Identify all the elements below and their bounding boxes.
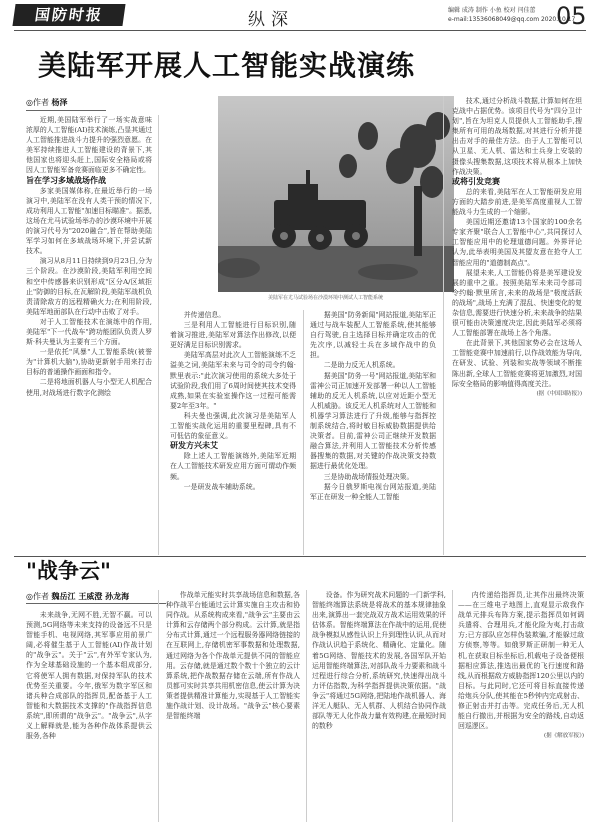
paragraph: 美陆军高层对此次人工智能演练不乏溢美之词,美陆军未来与司令的司令约翰·默里表示:"此次演习使用的系统大多处于试验阶段,我们用了6周时间使其技术变得成熟,如果在实验室操作这一过程可能需要2年至3年。": [170, 351, 296, 410]
paragraph: 三是利用人工智能进行目标识别,随着演习推进,美陆军对算法作出修改,以便更好满足目标识别需求。: [170, 321, 296, 350]
paragraph: 一是依托"风暴"人工智能系统(被誉为"计算机大脑"),协助更新射手用来打击目标的普通操作画面和指令。: [26, 348, 152, 377]
article2-column-4: [458, 590, 584, 822]
byline-label: ◎作者: [26, 592, 49, 601]
paragraph: 技术,通过分析战斗数据,计算如何在坦克战中占据优势。该项目代号为"四分卫计划",旨在为坦克人员提供人工智能助手,搜集所有可用的战场数据,对其进行分析并提出击对手的最佳方法。由于人工智能可以从卫星、无人机、雷达和士兵身上安装的摄像头搜集数据,这项技术将从根本上加快作战决策。: [452, 97, 582, 176]
paragraph: 科夫曼也强调,此次演习是美陆军人工智能实战化运用的重要里程碑,具有不可低估的象征意义。: [170, 411, 296, 441]
paragraph: 未来战争,无网不胜,无智不赢。可以预测,5G网络等未来支持的设备远不只是智能手机、电视网络,其军事应用前景广阔,必将催生基于人工智能(AI)作战计划的"战争云"。关于"云",有外军专家认为,作为全球基础设施的一个基本组成部分,它将使军人拥有数据,对保持军队的技术优势至关重要。今年,俄军为数字军区和诸兵种合成部队的指挥员,配备基于人工智能和大数据技术支撑的"作战指挥信息系统",即所谓的"战争云"。"战争云",从字义上解释就是,能为各种作战体系提供云服务,各种: [26, 611, 152, 741]
subheading: 旨在学习多域战场作战: [26, 175, 106, 185]
subheading: 或将引发竞赛: [452, 176, 500, 186]
article2-byline: [26, 591, 129, 602]
column-divider: [306, 590, 307, 822]
paragraph: 演习从8月11日持续到9月23日,分为三个阶段。在沙漠阶段,美陆军利用空间和空中传感器来识别形成"区分A/区域拒止"防御的目标,在瓦解阶段,美陆军战机负责清除敌方的远程精确火力;在利用阶段,美陆军地面部队在行动中击败了对手。: [26, 257, 152, 316]
paragraph: 除上述人工智能演练外,美陆军近期在人工智能技术研发应用方面可谓动作频频。: [170, 452, 296, 481]
byline-rule: [26, 110, 106, 111]
section-title: 纵深: [248, 10, 294, 30]
article2-headline: "战争云": [26, 559, 111, 583]
column-divider: [158, 115, 159, 555]
paragraph: 据美国"防务一号"网站报道,美陆军和雷神公司正加速开发部署一种以人工智能辅助的反无人机系统,以应对近距小型无人机威胁。该反无人机系统对人工智能和机器学习算法进行了升级,能够与指挥控制系统结合,将时敏目标威胁数据提供给决策者。目前,雷神公司正继续开发数据融合算法,并利用人工智能技术分析传感器搜集的数据,对关键的作战决策支持数据进行最优化处理。: [310, 371, 436, 471]
article-column-3: [310, 310, 436, 555]
column-divider: [452, 590, 453, 822]
news-photo: [218, 96, 454, 292]
article-column-2: [170, 310, 296, 555]
paragraph: 并传递信息。: [183, 311, 226, 319]
paragraph: 二是将地面机器人与小型无人机配合使用,对战场进行数字化测绘: [26, 378, 152, 397]
author-names: 魏岳江 王威澄 孙龙海: [51, 592, 130, 601]
article2-column-1: [26, 610, 152, 822]
photo-illustration: [218, 96, 454, 292]
paragraph: 一是研发战车辅助系统。: [183, 482, 260, 491]
article-column-4: [452, 96, 582, 555]
paragraph: 作战单元能实时共享战场信息和数据,各种作战平台能通过云计算实施自主攻击和协同作战。从系统构成来看,"战争云"主要由云计算和云存储两个部分构成。云计算,就是指分布式计算,通过一个远程服务器网络链接的在互联网上,存储机密军事数据和处理数据,通过网络为各个作战单元提供不同的智能应用。云存储,就是通过数个数十个独立的云计算系统,把作战数据存储在云端,所有作战人员都可实时共享共用机密信息,使云计算为决策者提供精准计算能力,实现基于人工智能实施作战计划、设计战场。"战争云"核心要素是智能终端: [166, 591, 300, 721]
paragraph: 内传递给指挥员,让其作出最终决策——在三维电子地图上,直观显示敌我作战单元排兵布阵方案,提示指挥员如何调兵遣将、合理用兵,才能化险为夷,打击敌方;已方部队应怎样伪装欺骗,才能躲过敌方侦察,等等。如俄罗斯正研制一种无人机,在获取目标坐标后,机载电子设备便根据相应算法,推选出最优的飞行速度和路线,从而根据敌方威胁指挥120公里以内的目标。与此同时,它还可将目标直接传递给炮兵分队,使其能在5秒钟内完成射击、修正射击并打击等。完成任务后,无人机能自行撤出,并根据为安全的路线,自动返回巡逻区。: [458, 591, 584, 731]
article2-column-3: [312, 590, 446, 822]
byline-label: ◎作者: [26, 98, 49, 107]
header-rule: [14, 30, 586, 31]
paragraph: 美国近期还邀请13个国家的100余名专家齐聚"联合人工智能中心",共同探讨人工智能应用中的伦理道德问题。外界评论认为,此举表明美国及其盟友意在抢夺人工智能应用的"道德制高点"。: [452, 218, 582, 267]
column-divider: [303, 310, 304, 555]
paragraph: 在此背景下,其他国家势必会在这场人工智能竞赛中加速前行,以作战效能为导向,在研发、试验、列装和实战等领域不断推陈出新,全球人工智能竞赛将更加激烈,对国际安全格局的影响值得高度关注。: [452, 339, 582, 388]
editors-line: 编辑 成涛 制作 小鱼 校对 闫佳蕾: [448, 7, 536, 14]
article2-column-2: [166, 590, 300, 822]
article-column-1: [26, 115, 152, 555]
page-number: 05: [556, 2, 587, 30]
article-byline: [26, 97, 68, 108]
column-divider: [158, 590, 159, 822]
paragraph: 二是助力反无人机系统。: [323, 361, 400, 370]
paragraph: 据美国"防务新闻"网站报道,美陆军正通过与战车装配人工智能系统,使其能够自行驾驶,自主选择目标并确定攻击的优先次序,以减轻士兵在多域作战中的负担。: [310, 311, 436, 360]
paragraph: 对于人工智能技术在演练中的作用,美陆军"下一代战车"跨功能团队负责人罗斯·科夫曼认为主要有三个方面。: [26, 317, 152, 347]
article2-source: (据《解放军报》): [543, 733, 584, 740]
paragraph: 三是协助战场情报处理决策。: [323, 472, 414, 481]
article-source: (据《中国国防报》): [536, 390, 582, 397]
paragraph: 设备。作为研究战术问题的一门新学科,智能终端算法系统是将战术的基本规律抽象出来,演算出一套完战双方战术运用效果的评估体系。智能终端算法在作战中的运用,促使战争模拟从感性认识上升到理性认识,从而对作战认识趋于系统化、精确化、定量化。随着5G网络、智能技术的发展,各国军队开始运用智能终端算法,对部队战斗力要素和战斗过程进行综合分析,系统研究,快速得出战斗力评估指数,为科学指挥提供决策依据。"战争云"将通过5G网络,把陆地作战机器人、海洋无人艇队、无人机群、人机结合协同作战部队等无人化作战力量有效构建,在最短时间的数秒: [312, 591, 446, 731]
paragraph: 近期,美国陆军举行了一场实战意味浓厚的人工智能(AI)技术演练,凸显其通过人工智能推进战斗力提升的强烈意愿。在美军持续推进人工智能建设的背景下,其他国家也将迎头赶上,国际安全格局或将因人工智能军备竞赛面临更多不确定性。: [26, 116, 152, 175]
byline-rule: [26, 603, 166, 604]
paragraph: 展望未来,人工智能仍将是美军建设发展的重中之重。按照美陆军未来司令部司令约翰·默里所言,未来的战场是"极度活跃的战场",战场上充满了混乱、快速变化的复杂信息,需要进行快速分析,未来战争的结果很可能由决策速度决定,因此美陆军必须将人工智能部署在战场上各个角落。: [452, 268, 582, 338]
article-headline: 美陆军开展人工智能实战演练: [38, 49, 416, 82]
subheading: 研发方兴未艾: [170, 441, 218, 451]
email-date-line: e-mail:13536068049@qq.com 2020.10.17: [448, 16, 576, 23]
photo-caption: 美陆军在尤马试验场在沙漠环境中测试人工智能系统: [268, 295, 384, 301]
paragraph: 总的来看,美陆军在人工智能研发应用方面的大踏步前进,是美军高度重视人工智能战斗力生成的一个缩影。: [452, 187, 582, 217]
paragraph: 据今日俄罗斯电视台网站报道,美陆军正在研发一种全能人工智能: [310, 482, 436, 501]
author-name: 杨泽: [51, 98, 68, 107]
paragraph: 多家美国媒体称,在最近举行的一场演习中,美陆军在没有人类干预的情况下,成功利用人工智能"加速目标瞄准"。据悉,这场在尤马试验场举办的沙漠环境中开展的演习代号为"2020融合",旨在帮助美陆军学习如何在多域战场环境下,并尝试新技术。: [26, 186, 152, 256]
column-divider: [443, 96, 444, 555]
masthead-logo: 国防时报: [12, 4, 125, 26]
